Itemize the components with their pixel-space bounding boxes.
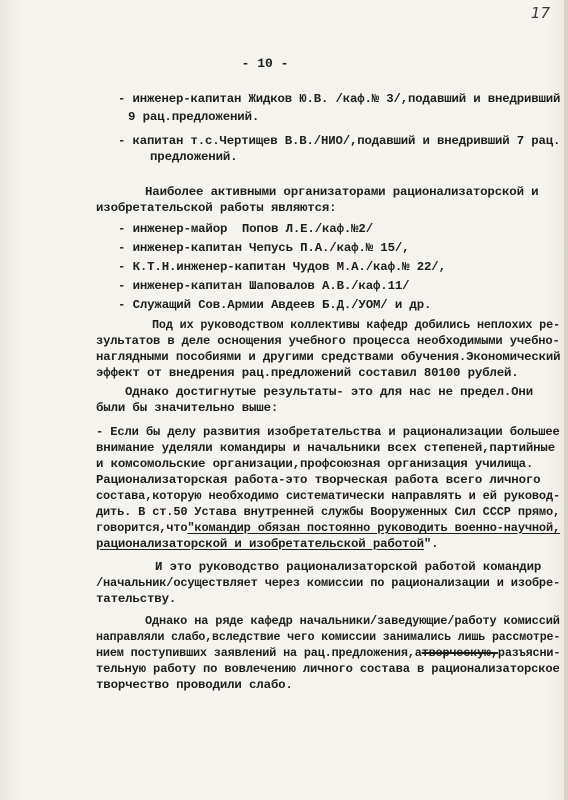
quote-underlined: рационализаторской и изобретательской работой <box>96 537 424 551</box>
list-item: - К.Т.Н.инженер-капитан Чудов М.А./каф.№ 22/, <box>118 260 446 274</box>
text-line: Под их руководством коллективы кафедр добились неплохих ре- <box>152 318 560 332</box>
text-line: /начальник/осуществляет через комиссии по рационализации и изобре- <box>96 576 561 590</box>
text-line: 9 рац.предложений. <box>128 110 260 124</box>
page-number: - 10 - <box>241 56 289 71</box>
text-line: внимание уделяли командиры и начальники всех степеней,партийные <box>96 441 555 455</box>
text-fragment: нием поступивших заявлений на рац.предложения,а <box>96 646 422 660</box>
quote-line <box>96 537 438 551</box>
text-line: тельную работу по вовлечению личного состава в рационализаторское <box>96 662 560 676</box>
archive-page-number: 17 <box>530 4 550 22</box>
text-line: дить. В ст.50 Устава внутренней службы Вооруженных Сил СССР прямо, <box>96 505 561 519</box>
text-line: Наиболее активными организаторами рационализаторской и <box>145 185 539 199</box>
list-item: - Служащий Сов.Армии Авдеев Б.Д./УОМ/ и др. <box>118 298 432 312</box>
quote-underlined: "командир обязан постоянно руководить военно-научной, <box>187 521 561 535</box>
text-line: творчество проводили слабо. <box>96 678 293 692</box>
quote-tail: ". <box>423 537 439 551</box>
page-edge-shadow <box>564 0 568 800</box>
text-line: предложений. <box>150 150 238 164</box>
text-line: наглядными пособиями и другими средствами обучения.Экономический <box>96 350 561 364</box>
list-item: - инженер-капитан Шаповалов А.В./каф.11/ <box>118 279 410 293</box>
quote-lead: говорится,что <box>96 521 188 535</box>
text-line: направляли слабо,вследствие чего комиссии занимались лишь рассмотре- <box>96 630 561 644</box>
text-line: были бы значительно выше: <box>96 401 279 415</box>
list-item: - инженер-капитан Чепусь П.А./каф.№ 15/, <box>118 241 410 255</box>
text-line: Рационализаторская работа-это творческая работа всего личного <box>96 473 541 487</box>
text-line: Однако на ряде кафедр начальники/заведующие/работу комиссий <box>145 614 560 628</box>
text-line: изобретательской работы являются: <box>96 201 337 215</box>
text-line: И это руководство рационализаторской работой командир <box>155 560 542 574</box>
text-line: эффект от внедрения рац.предложений составил 80100 рублей. <box>96 366 519 380</box>
text-fragment: разъясни- <box>497 646 561 660</box>
text-line: - Если бы делу развития изобретательства и рационализации большее <box>96 425 560 439</box>
text-line: - инженер-капитан Жидков Ю.В. /каф.№ 3/,подавший и внедривший <box>118 92 561 106</box>
text-line: состава,которую необходимо систематически направлять и ей руковод- <box>96 489 561 503</box>
text-line: тательству. <box>96 592 177 606</box>
text-line: - капитан т.с.Чертищев В.В./НИО/,подавший и внедривший 7 рац. <box>118 134 561 148</box>
text-line: и комсомольские организации,профсоюзная организация училища. <box>96 457 534 471</box>
list-item: - инженер-майор Попов Л.Е./каф.№2/ <box>118 222 373 236</box>
text-line: Однако достигнутые результаты- это для нас не предел.Они <box>125 385 533 399</box>
quote-line <box>96 521 560 535</box>
text-line: зультатов в деле оснощения учебного процесса необходимыми учебно- <box>96 334 560 348</box>
text-line <box>96 646 560 660</box>
struck-out-word: творческую, <box>421 646 498 660</box>
